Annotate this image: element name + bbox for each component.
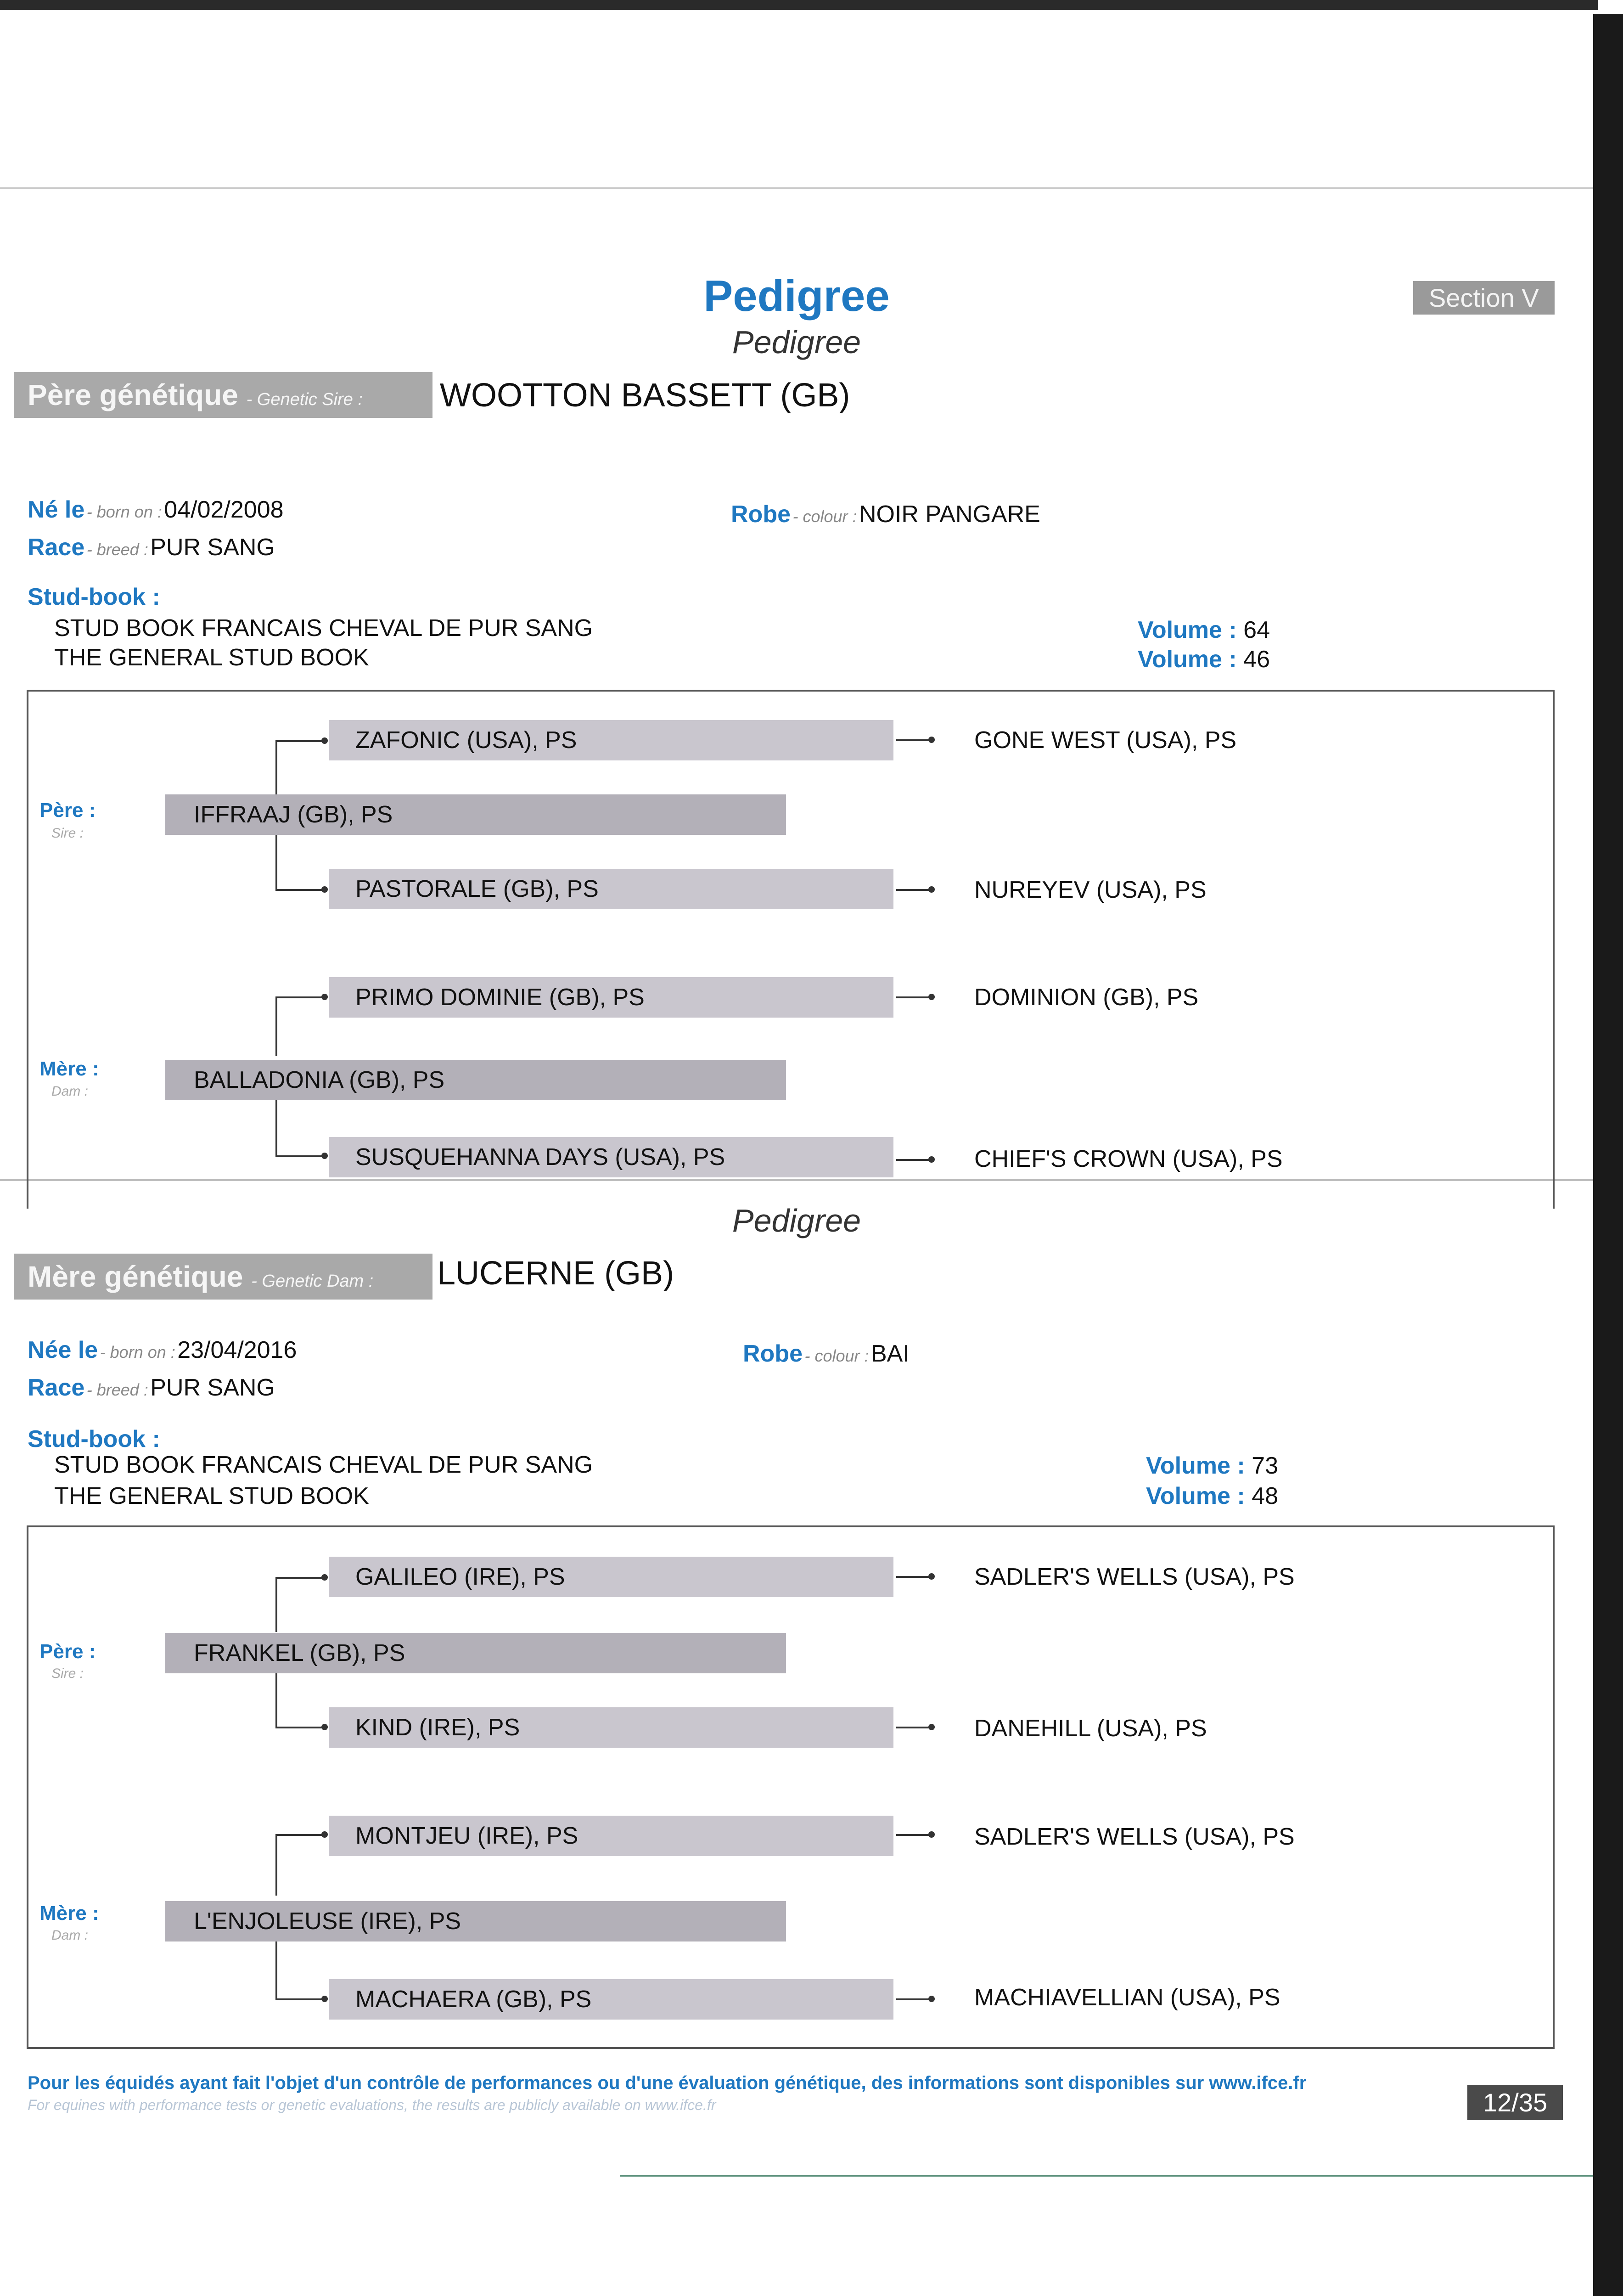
sire-gg-4: CHIEF'S CROWN (USA), PS xyxy=(974,1146,1283,1172)
sire-tree-dam-label: Mère : xyxy=(39,1058,99,1080)
dam-breed: PUR SANG xyxy=(150,1374,275,1401)
paper-bottom-line xyxy=(620,2175,1593,2177)
sire-colour: NOIR PANGARE xyxy=(859,501,1040,528)
dam-gg-2: DANEHILL (USA), PS xyxy=(974,1715,1207,1742)
sire-gg-2: NUREYEV (USA), PS xyxy=(974,877,1207,903)
dam-volume-2: Volume : 48 xyxy=(1146,1483,1279,1509)
sire-gg-3: DOMINION (GB), PS xyxy=(974,984,1199,1011)
arrow-icon xyxy=(896,889,933,891)
dam-pedigree-tree xyxy=(27,1525,1555,2049)
footer-note-en: For equines with performance tests or genetic evaluations, the results are publicly available on www.ifce.fr xyxy=(28,2097,716,2113)
dam-gg-3: SADLER'S WELLS (USA), PS xyxy=(974,1823,1295,1850)
footer-note: Pour les équidés ayant fait l'objet d'un contrôle de performances ou d'une évaluation génétique, des informations sont disponibles sur www.ifce.fr xyxy=(28,2073,1307,2093)
paper-fold-line xyxy=(0,187,1593,189)
section-badge: Section V xyxy=(1413,281,1555,315)
sire-studbook-label: Stud-book : xyxy=(28,584,160,610)
genetic-dam-label: Mère génétique - Genetic Dam : xyxy=(14,1254,432,1300)
dam-born-row: Née le - born on : 23/04/2016 xyxy=(28,1337,297,1363)
dam-sire-bar: FRANKEL (GB), PS xyxy=(165,1633,786,1673)
arrow-icon xyxy=(896,996,933,998)
arrow-icon xyxy=(896,1998,933,2000)
dam-gg-1: SADLER'S WELLS (USA), PS xyxy=(974,1564,1295,1590)
dam-studbook-1: STUD BOOK FRANCAIS CHEVAL DE PUR SANG xyxy=(54,1452,593,1478)
arrow-icon xyxy=(896,1727,933,1728)
dam-tree-dam-label: Mère : xyxy=(39,1902,99,1925)
sire-volume-1: Volume : 64 xyxy=(1138,617,1270,643)
dam-dam-sire-bar: MONTJEU (IRE), PS xyxy=(329,1816,893,1856)
sire-born-row: Né le - born on : 04/02/2008 xyxy=(28,496,284,523)
sire-dam-sire-bar: PRIMO DOMINIE (GB), PS xyxy=(329,977,893,1018)
dam-studbook-label: Stud-book : xyxy=(28,1426,160,1452)
dam-sire-dam-bar: KIND (IRE), PS xyxy=(329,1707,893,1748)
page-subtitle: Pedigree xyxy=(732,324,861,360)
dam-dam-bar: L'ENJOLEUSE (IRE), PS xyxy=(165,1901,786,1941)
dam-page-subtitle: Pedigree xyxy=(732,1203,861,1238)
genetic-dam-name: LUCERNE (GB) xyxy=(437,1255,674,1292)
dam-breed-row: Race - breed : PUR SANG xyxy=(28,1374,275,1401)
scan-edge-right xyxy=(1593,14,1623,2296)
sire-studbook-2: THE GENERAL STUD BOOK xyxy=(54,644,369,671)
genetic-sire-label: Père génétique - Genetic Sire : xyxy=(14,372,432,418)
arrow-icon xyxy=(896,1834,933,1836)
sire-born-date: 04/02/2008 xyxy=(164,496,284,523)
dam-born-date: 23/04/2016 xyxy=(177,1337,297,1363)
sire-sire-sire-bar: ZAFONIC (USA), PS xyxy=(329,720,893,760)
sire-volume-2: Volume : 46 xyxy=(1138,646,1270,673)
scan-edge-top xyxy=(0,0,1598,10)
sire-breed-row: Race - breed : PUR SANG xyxy=(28,534,275,561)
dam-dam-dam-bar: MACHAERA (GB), PS xyxy=(329,1979,893,2020)
dam-sire-sire-bar: GALILEO (IRE), PS xyxy=(329,1557,893,1597)
sire-sire-dam-bar: PASTORALE (GB), PS xyxy=(329,869,893,909)
sire-tree-sire-label: Père : xyxy=(39,799,96,822)
dam-tree-sire-label-en: Sire : xyxy=(51,1666,84,1681)
sire-pedigree-tree xyxy=(27,690,1555,1209)
sire-gg-1: GONE WEST (USA), PS xyxy=(974,727,1237,754)
sire-tree-sire-label-en: Sire : xyxy=(51,826,84,841)
arrow-icon xyxy=(896,739,933,741)
sire-tree-dam-label-en: Dam : xyxy=(51,1084,89,1099)
sire-dam-dam-bar: SUSQUEHANNA DAYS (USA), PS xyxy=(329,1137,893,1177)
page-title: Pedigree xyxy=(703,271,890,321)
dam-gg-4: MACHIAVELLIAN (USA), PS xyxy=(974,1984,1280,2011)
dam-studbook-2: THE GENERAL STUD BOOK xyxy=(54,1483,369,1509)
dam-volume-1: Volume : 73 xyxy=(1146,1452,1279,1479)
sire-breed: PUR SANG xyxy=(150,534,275,561)
arrow-icon xyxy=(896,1159,933,1161)
dam-colour-row: Robe - colour : BAI xyxy=(743,1340,910,1367)
sire-dam-bar: BALLADONIA (GB), PS xyxy=(165,1060,786,1100)
dam-colour: BAI xyxy=(870,1340,910,1367)
genetic-sire-name: WOOTTON BASSETT (GB) xyxy=(440,377,850,414)
sire-colour-row: Robe - colour : NOIR PANGARE xyxy=(731,501,1040,528)
sire-studbook-1: STUD BOOK FRANCAIS CHEVAL DE PUR SANG xyxy=(54,615,593,642)
arrow-icon xyxy=(896,1576,933,1578)
sire-sire-bar: IFFRAAJ (GB), PS xyxy=(165,794,786,835)
page-number: 12/35 xyxy=(1467,2085,1563,2120)
dam-tree-dam-label-en: Dam : xyxy=(51,1928,89,1943)
dam-tree-sire-label: Père : xyxy=(39,1640,96,1663)
